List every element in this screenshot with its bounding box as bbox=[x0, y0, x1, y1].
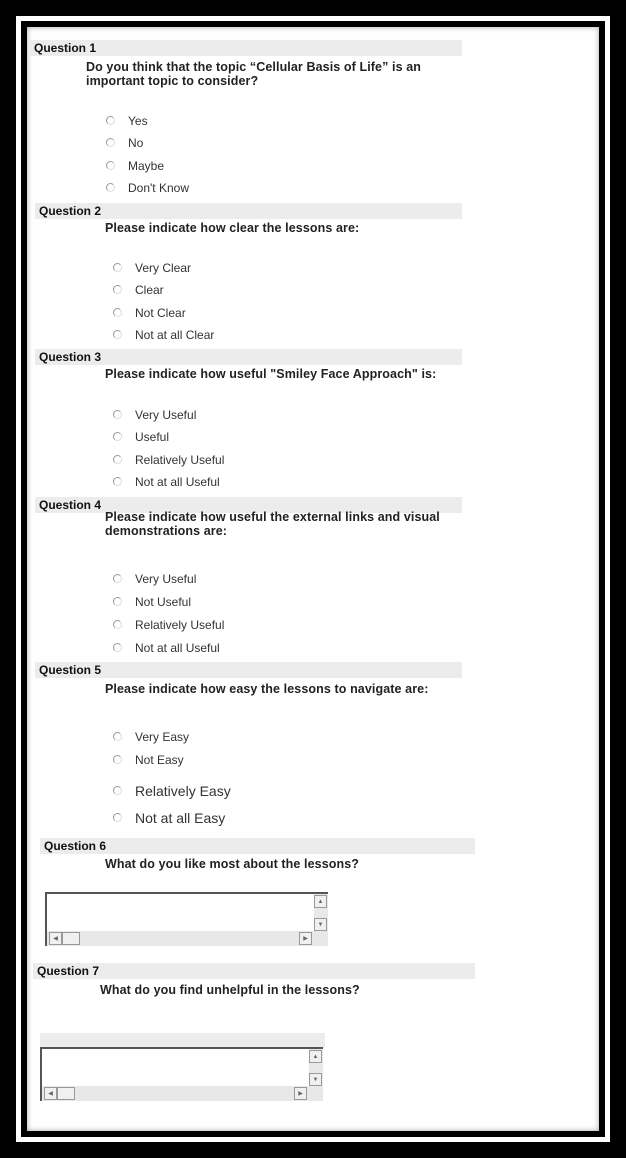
option-label: No bbox=[128, 136, 144, 150]
radio-button[interactable] bbox=[106, 183, 115, 192]
question-header: Question 1 bbox=[30, 40, 462, 56]
horizontal-scrollbar[interactable] bbox=[42, 1086, 323, 1101]
question-text: Do you think that the topic “Cellular Basis of Life” is an important topic to consider? bbox=[86, 60, 422, 88]
option-label: Very Easy bbox=[135, 730, 190, 744]
question-header: Question 5 bbox=[35, 662, 462, 678]
answer-textarea[interactable] bbox=[45, 892, 328, 946]
divider-bar bbox=[40, 1033, 325, 1048]
option-label: Relatively Useful bbox=[135, 453, 225, 467]
survey-page bbox=[27, 27, 599, 1131]
question-text: What do you find unhelpful in the lessons? bbox=[100, 983, 360, 997]
question-header: Question 7 bbox=[33, 963, 475, 979]
radio-button[interactable] bbox=[106, 161, 115, 170]
radio-button[interactable] bbox=[113, 308, 122, 317]
option-label: Not Useful bbox=[135, 595, 192, 609]
radio-button[interactable] bbox=[106, 138, 115, 147]
option-label: Not at all Easy bbox=[135, 810, 226, 826]
option-label: Not at all Useful bbox=[135, 475, 220, 489]
question-text: Please indicate how useful the external links and visual demonstrations are: bbox=[105, 510, 440, 538]
option-label: Don't Know bbox=[128, 181, 189, 195]
radio-button[interactable] bbox=[113, 786, 122, 795]
option-label: Useful bbox=[135, 430, 170, 444]
question-header: Question 3 bbox=[35, 349, 462, 365]
radio-button[interactable] bbox=[113, 455, 122, 464]
radio-button[interactable] bbox=[113, 813, 122, 822]
radio-button[interactable] bbox=[113, 477, 122, 486]
question-header: Question 4 bbox=[35, 497, 462, 513]
scroll-up-icon[interactable]: ▲ bbox=[309, 1050, 322, 1063]
question-text: What do you like most about the lessons? bbox=[105, 857, 360, 871]
option-label: Yes bbox=[128, 114, 148, 128]
question-text: Please indicate how useful "Smiley Face Approach" is: bbox=[105, 367, 437, 381]
scroll-down-icon[interactable]: ▼ bbox=[309, 1073, 322, 1086]
horizontal-scrollbar[interactable] bbox=[47, 931, 328, 946]
option-label: Relatively Easy bbox=[135, 783, 231, 799]
option-label: Very Clear bbox=[135, 261, 192, 275]
scroll-down-icon[interactable]: ▼ bbox=[314, 918, 327, 931]
scroll-left-icon[interactable]: ◀ bbox=[49, 932, 62, 945]
question-header: Question 2 bbox=[35, 203, 462, 219]
radio-button[interactable] bbox=[113, 574, 122, 583]
radio-button[interactable] bbox=[113, 755, 122, 764]
radio-button[interactable] bbox=[113, 285, 122, 294]
question-header: Question 6 bbox=[40, 838, 475, 854]
option-label: Very Useful bbox=[135, 572, 197, 586]
vertical-scrollbar[interactable] bbox=[309, 1049, 323, 1086]
answer-textarea[interactable] bbox=[40, 1047, 323, 1101]
option-label: Maybe bbox=[128, 159, 165, 173]
radio-button[interactable] bbox=[113, 643, 122, 652]
radio-button[interactable] bbox=[113, 597, 122, 606]
radio-button[interactable] bbox=[113, 732, 122, 741]
option-label: Not at all Clear bbox=[135, 328, 215, 342]
option-label: Not Clear bbox=[135, 306, 186, 320]
radio-button[interactable] bbox=[113, 620, 122, 629]
radio-button[interactable] bbox=[113, 330, 122, 339]
option-label: Clear bbox=[135, 283, 164, 297]
option-label: Not Easy bbox=[135, 753, 184, 767]
option-label: Relatively Useful bbox=[135, 618, 225, 632]
question-text: Please indicate how clear the lessons are: bbox=[105, 221, 360, 235]
option-label: Not at all Useful bbox=[135, 641, 220, 655]
scroll-up-icon[interactable]: ▲ bbox=[314, 895, 327, 908]
scrollbar-thumb[interactable] bbox=[57, 1087, 75, 1100]
radio-button[interactable] bbox=[113, 263, 122, 272]
radio-button[interactable] bbox=[106, 116, 115, 125]
scroll-right-icon[interactable]: ▶ bbox=[294, 1087, 307, 1100]
vertical-scrollbar[interactable] bbox=[314, 894, 328, 931]
question-text: Please indicate how easy the lessons to navigate are: bbox=[105, 682, 429, 696]
scroll-left-icon[interactable]: ◀ bbox=[44, 1087, 57, 1100]
option-label: Very Useful bbox=[135, 408, 197, 422]
scrollbar-thumb[interactable] bbox=[62, 932, 80, 945]
radio-button[interactable] bbox=[113, 410, 122, 419]
scroll-right-icon[interactable]: ▶ bbox=[299, 932, 312, 945]
radio-button[interactable] bbox=[113, 432, 122, 441]
